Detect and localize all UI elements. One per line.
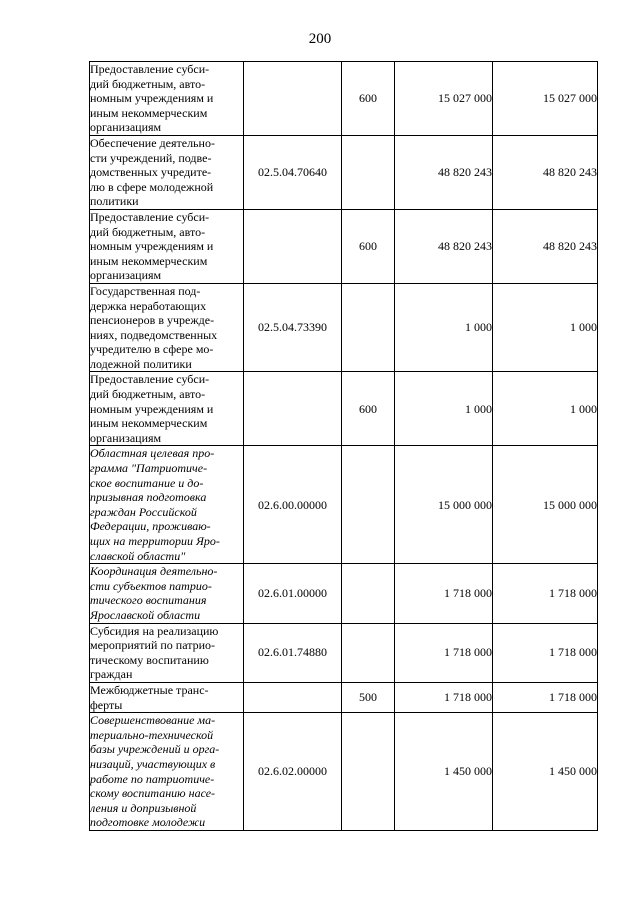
row-name: Предоставление субси- дий бюджетным, авто- номным учреждениям и иным некоммерческим организациям (90, 209, 244, 283)
row-code (244, 372, 342, 446)
row-amount-2: 1 718 000 (493, 623, 598, 682)
row-expense-type: 500 (342, 682, 395, 712)
row-expense-type (342, 446, 395, 564)
row-name: Субсидия на реализацию мероприятий по патрио- тическому воспитанию граждан (90, 623, 244, 682)
row-expense-type (342, 713, 395, 831)
row-code: 02.6.00.00000 (244, 446, 342, 564)
row-amount-1: 15 027 000 (395, 62, 493, 136)
row-amount-2: 1 000 (493, 372, 598, 446)
row-code: 02.5.04.70640 (244, 135, 342, 209)
row-amount-2: 48 820 243 (493, 135, 598, 209)
row-name: Обеспечение деятельно- сти учреждений, подве- домственных учредите- лю в сфере молодежной политики (90, 135, 244, 209)
row-amount-2: 1 000 (493, 283, 598, 372)
row-amount-1: 1 718 000 (395, 623, 493, 682)
row-name: Координация деятельно- сти субъектов патрио- тического воспитания Ярославской области (90, 564, 244, 623)
row-code: 02.5.04.73390 (244, 283, 342, 372)
row-name: Совершенствование ма- териально-технической базы учреждений и орга- низаций, участвующих в работе по патриотиче- скому воспитанию насе- ления и допризывной подготовке молодежи (90, 713, 244, 831)
table-row (90, 682, 598, 712)
budget-table (89, 61, 598, 831)
table-row (90, 446, 598, 564)
row-amount-1: 15 000 000 (395, 446, 493, 564)
row-expense-type (342, 564, 395, 623)
row-amount-1: 48 820 243 (395, 135, 493, 209)
row-code: 02.6.01.74880 (244, 623, 342, 682)
row-amount-2: 48 820 243 (493, 209, 598, 283)
row-amount-1: 1 000 (395, 283, 493, 372)
table-row (90, 283, 598, 372)
row-name: Государственная под- держка неработающих пенсионеров в учрежде- ниях, подведомственных учредителю в сфере мо- лодежной политики (90, 283, 244, 372)
table-row (90, 62, 598, 136)
table-row (90, 209, 598, 283)
row-expense-type (342, 135, 395, 209)
table-row (90, 564, 598, 623)
table-row (90, 135, 598, 209)
row-amount-2: 1 718 000 (493, 564, 598, 623)
row-name: Предоставление субси- дий бюджетным, авто- номным учреждениям и иным некоммерческим организациям (90, 372, 244, 446)
row-amount-2: 1 450 000 (493, 713, 598, 831)
row-amount-2: 1 718 000 (493, 682, 598, 712)
table-row (90, 713, 598, 831)
row-name: Предоставление субси- дий бюджетным, авто- номным учреждениям и иным некоммерческим организациям (90, 62, 244, 136)
row-code: 02.6.02.00000 (244, 713, 342, 831)
table-row (90, 372, 598, 446)
row-amount-1: 48 820 243 (395, 209, 493, 283)
row-name: Областная целевая про- грамма "Патриотиче- ское воспитание и до- призывная подготовка граждан Российской Федерации, проживаю- щих на территории Яро- славской области" (90, 446, 244, 564)
row-expense-type (342, 283, 395, 372)
row-amount-1: 1 450 000 (395, 713, 493, 831)
row-code (244, 209, 342, 283)
row-expense-type: 600 (342, 372, 395, 446)
row-amount-1: 1 718 000 (395, 682, 493, 712)
row-name: Межбюджетные транс- ферты (90, 682, 244, 712)
row-expense-type: 600 (342, 209, 395, 283)
row-amount-2: 15 000 000 (493, 446, 598, 564)
row-code (244, 62, 342, 136)
table-row (90, 623, 598, 682)
row-amount-1: 1 718 000 (395, 564, 493, 623)
row-code: 02.6.01.00000 (244, 564, 342, 623)
row-amount-1: 1 000 (395, 372, 493, 446)
row-amount-2: 15 027 000 (493, 62, 598, 136)
row-expense-type (342, 623, 395, 682)
row-code (244, 682, 342, 712)
row-expense-type: 600 (342, 62, 395, 136)
page-number: 200 (308, 31, 332, 47)
